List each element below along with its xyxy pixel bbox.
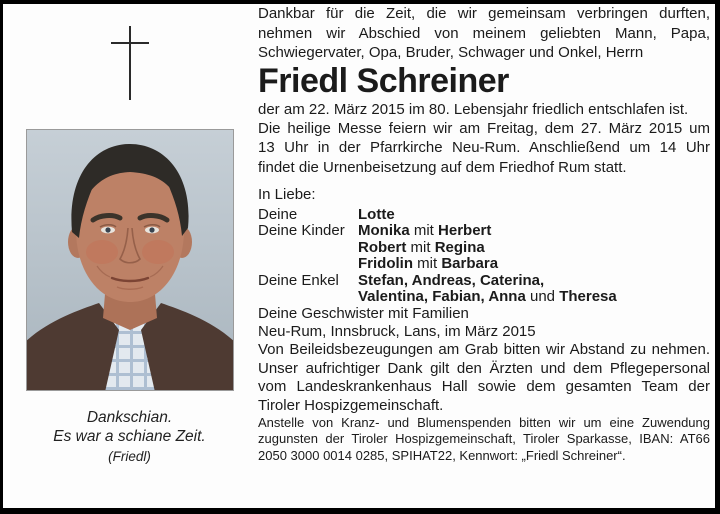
- family-row: [258, 223, 710, 240]
- family-relation-label: [258, 240, 358, 257]
- family-names: Robert mit Regina: [358, 238, 485, 256]
- family-row: [258, 240, 710, 257]
- family-names: Valentina, Fabian, Anna und Theresa: [358, 288, 617, 305]
- portrait-photo: [26, 129, 234, 391]
- family-names: Stefan, Andreas, Caterina,: [358, 271, 545, 289]
- in-love-heading: In Liebe:: [258, 186, 316, 203]
- family-row: [258, 273, 710, 290]
- obituary-notice: [3, 4, 715, 508]
- text-line: Unser aufrichtiger Dank gilt den Ärzten und dem Pflegepersonal: [258, 359, 710, 377]
- text-line: nehmen wir Abschied von meinem geliebten Mann, Papa,: [258, 24, 710, 42]
- deceased-name: Friedl Schreiner: [258, 61, 509, 100]
- family-row: [258, 256, 710, 273]
- family-names: Lotte: [358, 205, 395, 223]
- family-relation-label: [258, 256, 358, 273]
- left-column: [3, 4, 256, 508]
- passing-line: der am 22. März 2015 im 80. Lebensjahr friedlich entschlafen ist.: [258, 100, 689, 118]
- latin-cross-icon: [108, 25, 152, 103]
- family-names: Fridolin mit Barbara: [358, 255, 499, 272]
- text-line: vom Landeskrankenhaus Hall sowie dem gesamten Team der: [258, 378, 710, 395]
- text-line: Dankschian.: [86, 409, 173, 426]
- text-line: (Friedl): [108, 449, 151, 464]
- family-row: [258, 207, 710, 224]
- opening-paragraph: [258, 4, 710, 63]
- text-line: Anstelle von Kranz- und Blumenspenden bitten wir um eine Zuwendung: [258, 415, 710, 430]
- family-relation-label: [258, 289, 358, 306]
- family-relation-label: Deine Enkel: [258, 271, 339, 289]
- donation-paragraph: [258, 415, 710, 464]
- text-line: findet die Urnenbeisetzung auf dem Friedhof Rum statt.: [258, 158, 627, 176]
- text-line: Schwiegervater, Opa, Bruder, Schwager und Onkel, Herrn: [258, 44, 644, 61]
- text-line: Tiroler Hospizgemeinschaft.: [258, 396, 444, 414]
- family-relation-label: Deine: [258, 205, 298, 223]
- place-date-line: Neu-Rum, Innsbruck, Lans, im März 2015: [258, 323, 536, 340]
- family-footer: Deine Geschwister mit Familien: [258, 304, 469, 322]
- text-line: Dankbar für die Zeit, die wir gemeinsam verbringen durften,: [258, 5, 710, 22]
- text-line: zugunsten der Tiroler Hospizgemeinschaft, Tiroler Sparkasse, IBAN: AT66: [258, 431, 710, 447]
- family-names: Monika mit Herbert: [358, 222, 492, 239]
- text-line: Es war a schiane Zeit.: [53, 428, 206, 445]
- text-line: Die heilige Messe feiern wir am Freitag, dem 27. März 2015 um: [258, 119, 710, 137]
- notice-text-column: [258, 4, 710, 464]
- service-paragraph: [258, 119, 710, 178]
- text-line: Von Beileidsbezeugungen am Grab bitten wir Abstand zu nehmen.: [258, 341, 710, 358]
- text-line: 2050 3000 0014 0285, SPIHAT22, Kennwort: „Friedl Schreiner“.: [258, 447, 626, 463]
- family-list: [258, 207, 710, 306]
- condolence-paragraph: [258, 341, 710, 415]
- text-line: 13 Uhr in der Pfarrkirche Neu-Rum. Anschließend um 14 Uhr: [258, 139, 710, 156]
- farewell-text: [3, 408, 256, 466]
- family-relation-label: Deine Kinder: [258, 222, 345, 239]
- family-row: [258, 289, 710, 306]
- family-section: [258, 187, 710, 322]
